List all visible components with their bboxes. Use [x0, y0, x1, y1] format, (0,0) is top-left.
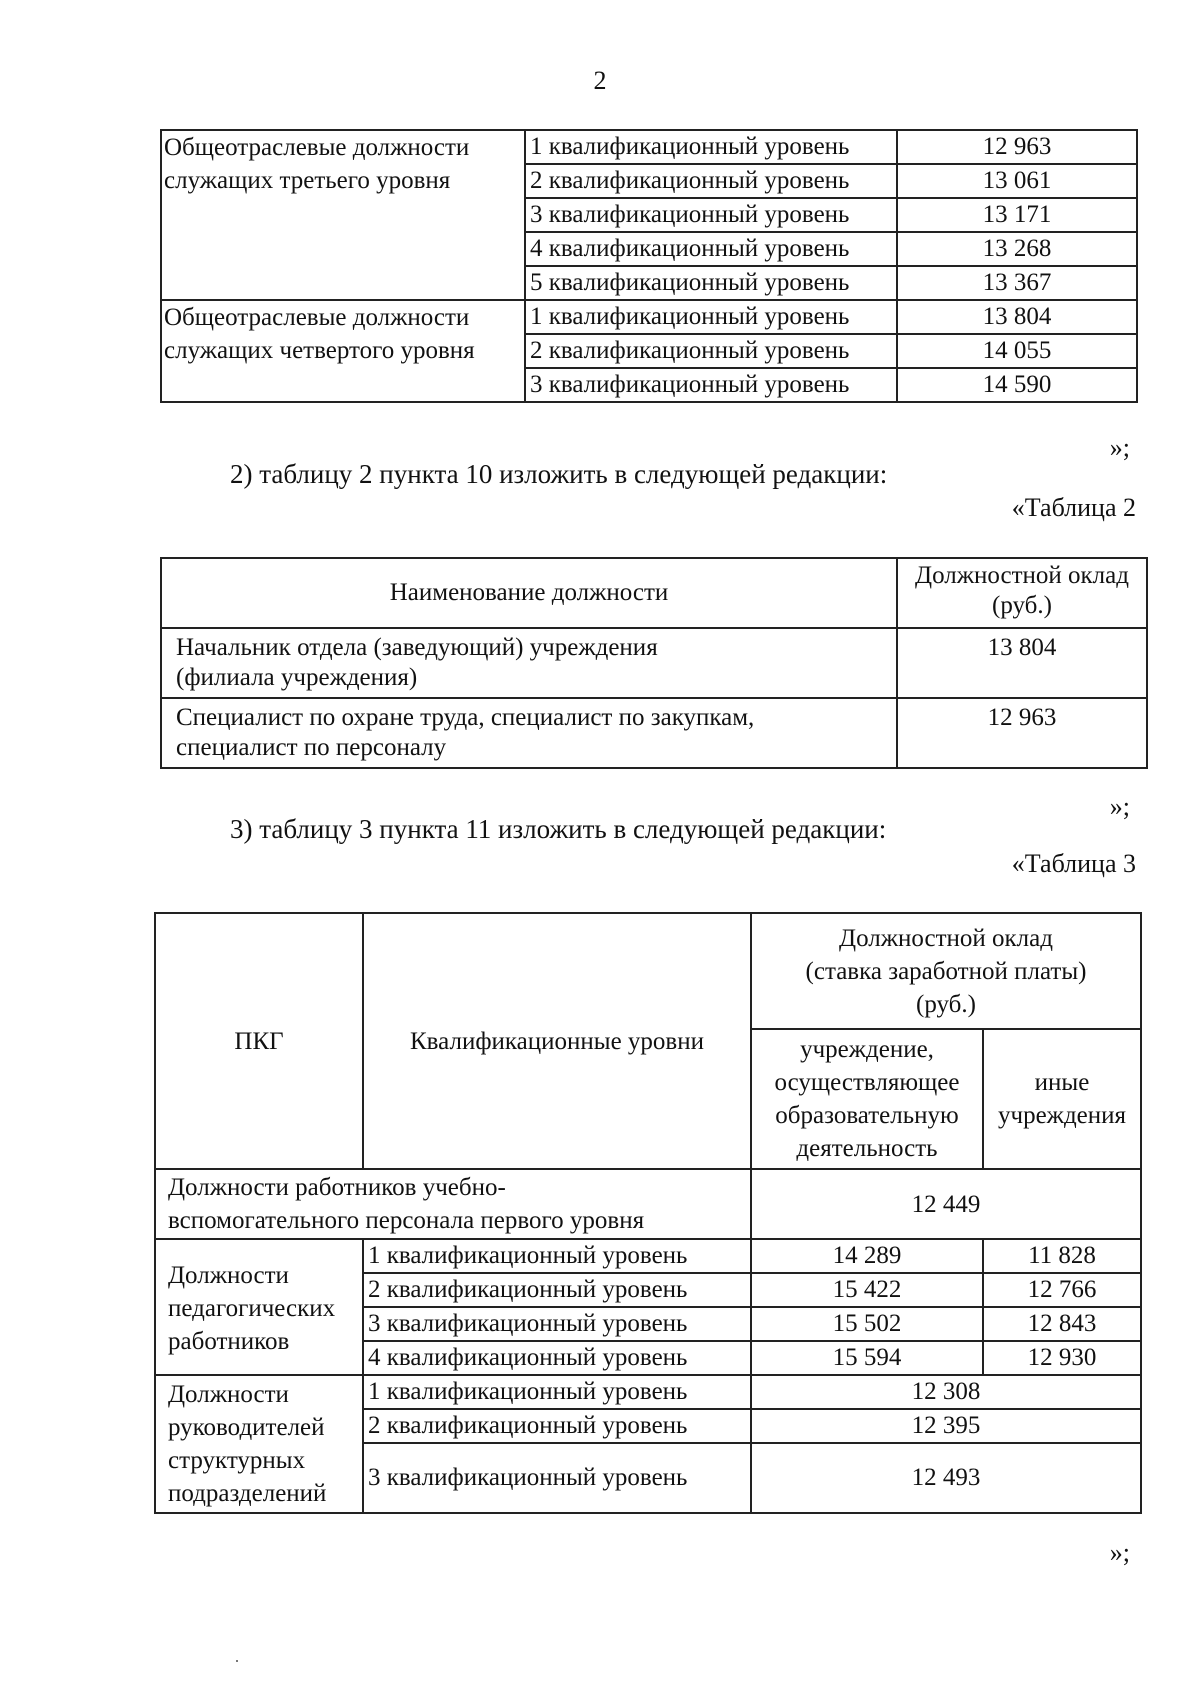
salary-edu-cell: 15 594: [751, 1341, 983, 1375]
level-cell: 1 квалификационный уровень: [363, 1239, 751, 1273]
salary-other-cell: 12 766: [983, 1273, 1141, 1307]
salary-other-cell: 12 930: [983, 1341, 1141, 1375]
level-cell: 3 квалификационный уровень: [525, 368, 897, 402]
salary-cell: 13 061: [897, 164, 1137, 198]
salary-edu-cell: 14 289: [751, 1239, 983, 1273]
salary-cell: 13 367: [897, 266, 1137, 300]
salary-cell: 12 395: [751, 1409, 1141, 1443]
column-header-position: Наименование должности: [161, 558, 897, 628]
table-row: [155, 1239, 1141, 1273]
salary-other-cell: 11 828: [983, 1239, 1141, 1273]
salary-cell: 13 804: [897, 628, 1147, 698]
position-name-cont: (филиала учреждения): [176, 664, 418, 691]
salary-edu-cell: 15 422: [751, 1273, 983, 1307]
table-row: [155, 1169, 1141, 1239]
level-cell: 2 квалификационный уровень: [363, 1409, 751, 1443]
column-header-salary: Должностной оклад: [915, 562, 1129, 589]
salary-other-cell: 12 843: [983, 1307, 1141, 1341]
level-cell: 2 квалификационный уровень: [363, 1273, 751, 1307]
salary-cell: 12 493: [751, 1443, 1141, 1513]
scan-speck: [236, 1660, 238, 1662]
table-row: [161, 300, 1137, 334]
table-3-caption: «Таблица 3: [1011, 849, 1136, 878]
group-name-heads-3: структурных: [168, 1447, 306, 1474]
group-name-heads-4: подразделений: [168, 1480, 327, 1507]
column-header-other-2: учреждения: [998, 1102, 1127, 1129]
column-header-edu-3: образовательную: [775, 1102, 959, 1129]
salary-cell: 13 804: [897, 300, 1137, 334]
level-cell: 1 квалификационный уровень: [363, 1375, 751, 1409]
group-name-teachers-3: работников: [168, 1327, 290, 1355]
level-cell: 3 квалификационный уровень: [525, 198, 897, 232]
group-name-aux-staff-cont: вспомогательного персонала первого уровня: [168, 1207, 645, 1234]
column-header-pkg: ПКГ: [155, 913, 363, 1169]
column-header-edu: учреждение,: [800, 1036, 934, 1063]
table-header-row: [161, 558, 1147, 628]
group-name-heads-2: руководителей: [168, 1414, 325, 1441]
level-cell: 2 квалификационный уровень: [525, 164, 897, 198]
closing-quote: »;: [1109, 792, 1130, 821]
table-header-row: [155, 913, 1141, 1029]
salary-cell: 14 055: [897, 334, 1137, 368]
level-cell: 5 квалификационный уровень: [525, 266, 897, 300]
column-header-other: иные: [1034, 1069, 1090, 1096]
level-cell: 1 квалификационный уровень: [525, 300, 897, 334]
salary-table-general-positions: [160, 129, 1138, 403]
page-number: 2: [593, 66, 607, 95]
table-row: [161, 698, 1147, 768]
level-cell: 3 квалификационный уровень: [363, 1307, 751, 1341]
group-name-cell: Общеотраслевые должности служащих третьего уровня: [161, 130, 525, 300]
column-header-salary-note: (ставка заработной платы): [805, 957, 1087, 985]
column-header-salary-unit: (руб.): [916, 990, 976, 1018]
column-header-salary: Должностной оклад: [839, 924, 1053, 952]
group-name-teachers-2: педагогических: [168, 1294, 336, 1322]
level-cell: 1 квалификационный уровень: [525, 130, 897, 164]
salary-table-3: [154, 912, 1142, 1514]
level-cell: 4 квалификационный уровень: [525, 232, 897, 266]
salary-cell: 14 590: [897, 368, 1137, 402]
salary-cell: 12 963: [897, 130, 1137, 164]
salary-cell: 12 308: [751, 1375, 1141, 1409]
column-header-edu-4: деятельность: [796, 1135, 938, 1162]
table-row: [155, 1375, 1141, 1409]
group-name-teachers: Должности: [168, 1261, 289, 1289]
salary-cell: 12 963: [897, 698, 1147, 768]
table-2-caption: «Таблица 2: [1011, 493, 1136, 522]
closing-quote: »;: [1109, 433, 1130, 462]
salary-table-2: [160, 557, 1148, 769]
position-name-cont: специалист по персоналу: [176, 734, 447, 761]
salary-cell: 13 268: [897, 232, 1137, 266]
column-header-levels: Квалификационные уровни: [363, 913, 751, 1169]
column-header-salary-unit: (руб.): [992, 592, 1052, 619]
table-row: [161, 130, 1137, 164]
table-row: [161, 628, 1147, 698]
group-name-cell: Общеотраслевые должности служащих четвертого уровня: [161, 300, 525, 402]
salary-cell: 13 171: [897, 198, 1137, 232]
column-header-edu-2: осуществляющее: [774, 1069, 960, 1096]
item-3-text: 3) таблицу 3 пункта 11 изложить в следующей редакции:: [230, 814, 887, 844]
salary-edu-cell: 15 502: [751, 1307, 983, 1341]
group-name-heads: Должности: [168, 1381, 289, 1408]
level-cell: 3 квалификационный уровень: [363, 1443, 751, 1513]
position-name: Начальник отдела (заведующий) учреждения: [176, 634, 658, 661]
salary-cell: 12 449: [751, 1169, 1141, 1239]
position-name: Специалист по охране труда, специалист по закупкам,: [176, 704, 755, 731]
level-cell: 4 квалификационный уровень: [363, 1341, 751, 1375]
item-2-text: 2) таблицу 2 пункта 10 изложить в следующей редакции:: [230, 459, 888, 489]
group-name-aux-staff: Должности работников учебно-: [168, 1174, 506, 1201]
closing-quote: »;: [1109, 1538, 1130, 1567]
level-cell: 2 квалификационный уровень: [525, 334, 897, 368]
